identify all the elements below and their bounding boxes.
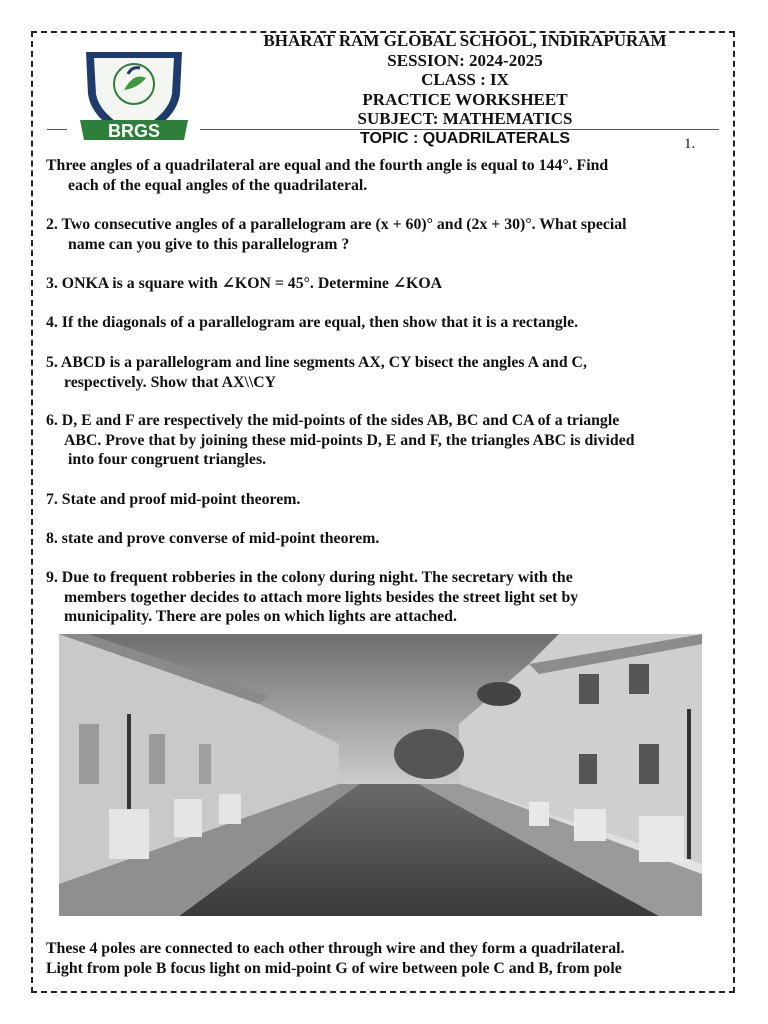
worksheet-title: PRACTICE WORKSHEET: [362, 89, 568, 109]
question-7: 7. State and proof mid-point theorem.: [46, 491, 301, 508]
question-4: 4. If the diagonals of a parallelogram are equal, then show that it is a rectangle.: [46, 314, 579, 331]
question-6: 6. D, E and F are respectively the mid-points of the sides AB, BC and CA of a triangle ABC. Prove that by joining these mid-points D, E and F, the triangles ABC is divided into four congruent triangles.: [46, 412, 635, 468]
question-5: 5. ABCD is a parallelogram and line segments AX, CY bisect the angles A and C, respectively. Show that AX\\CY: [46, 354, 587, 391]
school-name: BHARAT RAM GLOBAL SCHOOL, INDIRAPURAM: [263, 31, 667, 50]
logo-text: BRGS: [107, 121, 161, 141]
question-3: 3. ONKA is a square with ∠KON = 45°. Determine ∠KOA: [46, 275, 443, 292]
topic-label: TOPIC : QUADRILATERALS: [359, 129, 571, 147]
page-marker: 1.: [684, 136, 696, 152]
header-block: [205, 31, 725, 149]
subject-label: SUBJECT: MATHEMATICS: [357, 109, 573, 129]
school-crest-icon: [80, 44, 188, 146]
question-2: 2. Two consecutive angles of a parallelogram are (x + 60)° and (2x + 30)°. What special name can you give to this parallelogram ?: [46, 216, 627, 253]
session: SESSION: 2024-2025: [387, 50, 543, 70]
question-8: 8. state and prove converse of mid-point theorem.: [46, 530, 380, 547]
question-1: Three angles of a quadrilateral are equal and the fourth angle is equal to 144°. Find each of the equal angles of the quadrilateral.: [46, 157, 609, 194]
question-9-continued: These 4 poles are connected to each other through wire and they form a quadrilateral. Light from pole B focus light on mid-point G of wire between pole C and B, from pole: [46, 940, 625, 977]
class-label: CLASS : IX: [421, 70, 509, 90]
street-photo-image: [59, 634, 702, 916]
header-rule-left: [47, 129, 67, 130]
question-9: 9. Due to frequent robberies in the colony during night. The secretary with the members together decides to attach more lights besides the street light set by municipality. There are poles on which lights are attached.: [46, 569, 579, 625]
